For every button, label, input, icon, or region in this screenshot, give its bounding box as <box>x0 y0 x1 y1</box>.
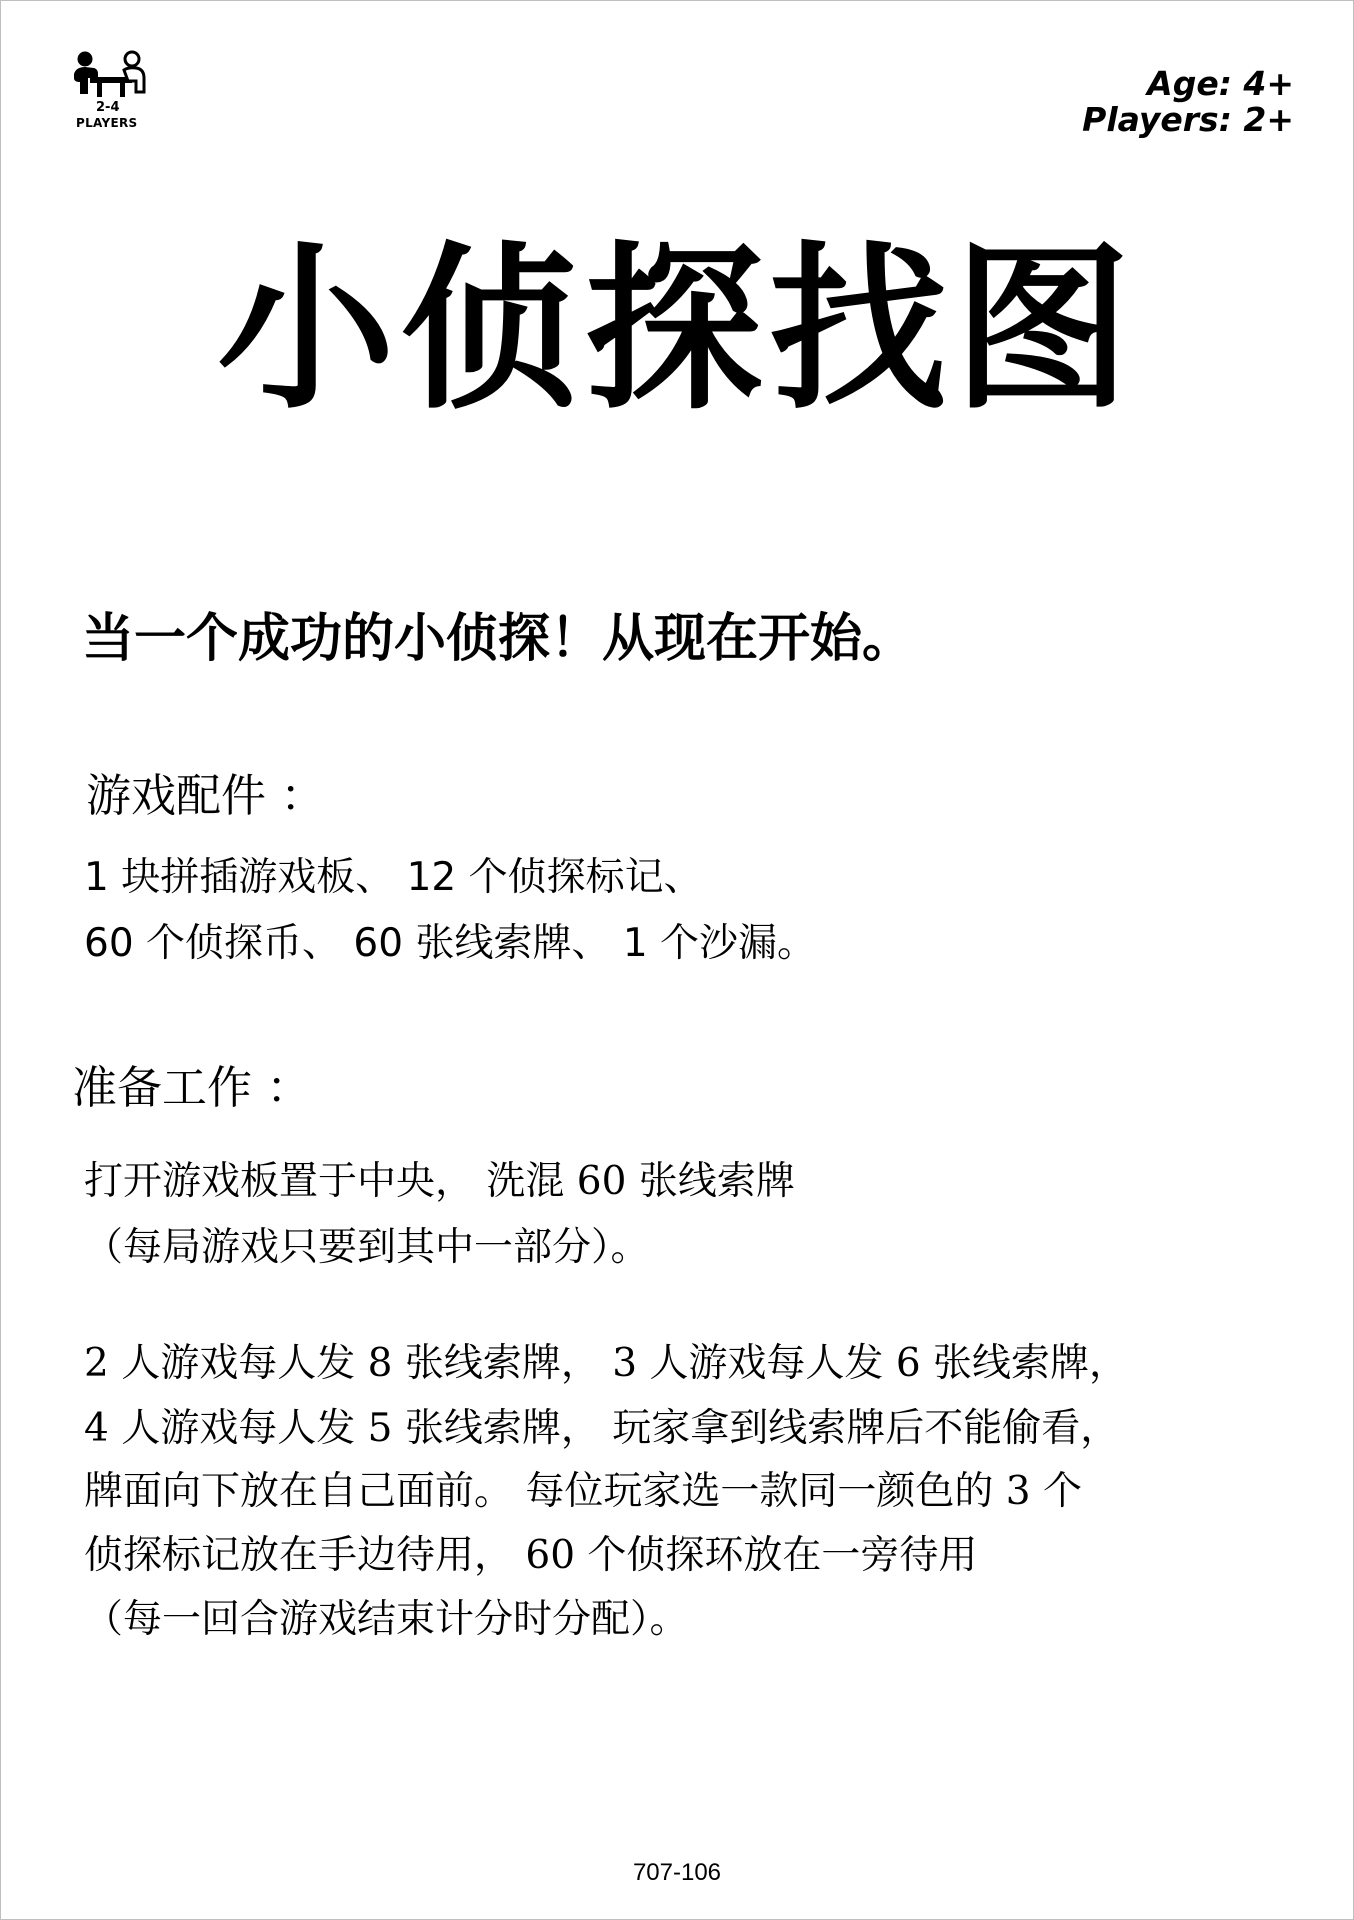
setup-heading: 准备工作 ： <box>72 1061 312 1114</box>
players-at-table-icon <box>70 50 156 106</box>
setup-paragraph-2-line-5: （每一回合游戏结束计分时分配）。 <box>84 1597 689 1642</box>
setup-paragraph-1-line-2: （每局游戏只要到其中一部分）。 <box>84 1225 650 1270</box>
setup-paragraph-2-line-2: 4 人游戏每人发 5 张线索牌， 玩家拿到线索牌后不能偷看， <box>84 1406 1120 1451</box>
setup-paragraph-1-line-1: 打开游戏板置于中央， 洗混 60 张线索牌 <box>84 1159 795 1204</box>
components-line-1: 1 块拼插游戏板、 12 个侦探标记、 <box>84 855 703 900</box>
product-code: 707-106 <box>632 1859 722 1886</box>
players-logo <box>70 50 156 140</box>
setup-paragraph-2-line-3: 牌面向下放在自己面前。 每位玩家选一款同一颜色的 3 个 <box>84 1469 1083 1514</box>
age-label: Age: 4+ <box>1147 64 1294 103</box>
components-line-2: 60 个侦探币、 60 张线索牌、 1 个沙漏。 <box>84 921 817 966</box>
age-players-info <box>1082 66 1294 138</box>
page-title: 小侦探找图 <box>217 226 1137 433</box>
components-heading: 游戏配件 ： <box>86 769 326 822</box>
players-label-info: Players: 2+ <box>1082 100 1294 139</box>
players-count: 2-4 <box>96 100 120 115</box>
players-label: PLAYERS <box>76 116 138 130</box>
setup-paragraph-2-line-4: 侦探标记放在手边待用， 60 个侦探环放在一旁待用 <box>84 1533 978 1578</box>
subtitle: 当一个成功的小侦探！从现在开始。 <box>82 609 915 669</box>
setup-paragraph-2-line-1: 2 人游戏每人发 8 张线索牌， 3 人游戏每人发 6 张线索牌， <box>84 1341 1129 1386</box>
